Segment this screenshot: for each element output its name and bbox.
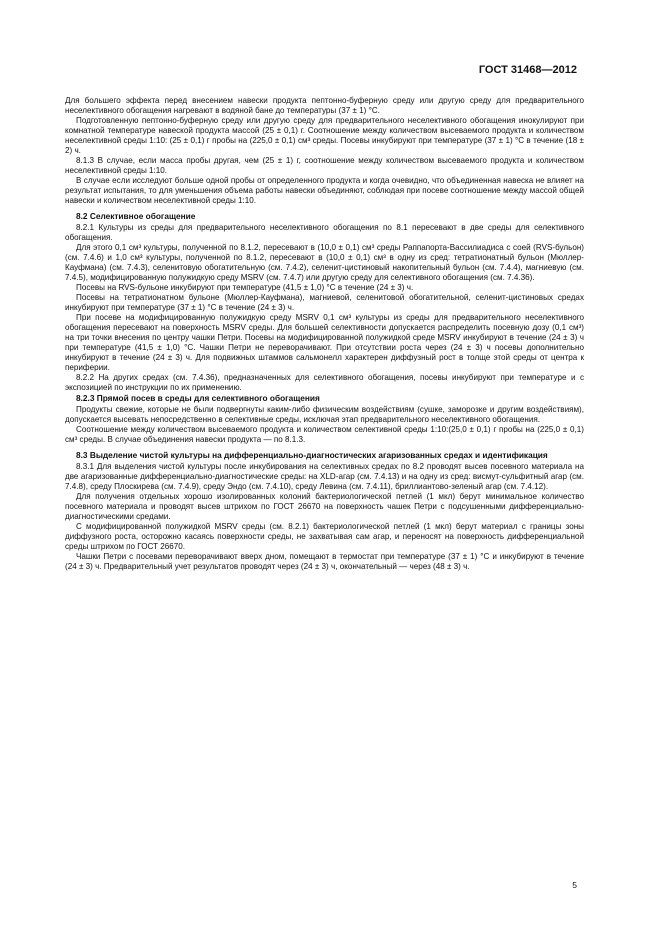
paragraph: Посевы на RVS-бульоне инкубируют при температуре (41,5 ± 1,0) °С в течение (24 ± 3) ч.	[76, 282, 414, 292]
page-number: 5	[572, 880, 577, 890]
paragraph: 8.2.1 Культуры из среды для предварительного неселективного обогащения по 8.1 пересевают в две среды для селективного обогащения.	[65, 222, 584, 242]
document-number: ГОСТ 31468—2012	[478, 64, 577, 76]
paragraph: С модифицированной полужидкой MSRV среды (см. 8.2.1) бактериологической петлей (1 мкл) берут материал с границы зоны диффузного роста, осторожно касаясь поверхности среды, не захватывая сам агар, и переносят на поверхность дифференциальной среды штрихом по ГОСТ 26670.	[65, 521, 584, 551]
paragraph: Соотношение между количеством высеваемого продукта и количеством селективной среды 1:10:(25,0 ± 0,1) г пробы на (225,0 ± 0,1) см³ среды. В случае объединения навески продукта — по 8.1.3.	[65, 425, 584, 445]
paragraph: Посевы на тетратионатном бульоне (Мюллер-Кауфмана), магниевой, селенитовой обогатительной, селенит-цистиновых средах инкубируют при температуре (37 ± 1) °С в течение (24 ± 3) ч.	[65, 292, 584, 312]
paragraph: Для этого 0,1 см³ культуры, полученной по 8.1.2, пересевают в (10,0 ± 0,1) см³ среды Раппапорта-Вассилиадиса с соей (RVS-бульон) (см. 7.4.6) и 1,0 см³ культуры, полученной по 8.1.2, пересевают в (10,0 ± 0,1) см³ в одну из сред: тетратионатный бульон (Мюллер-Кауфмана) (см. 7.4.3), селенитовую обогатительную (см. 7.4.2), селенит-цистиновый накопительный бульон (см. 7.4.4), магниевую (см. 7.4.5), модифицированную полужидкую среду MSRV (см. 7.4.7) или другую среду для селективного обогащения (см. 7.4.36).	[65, 242, 584, 282]
section-heading-8-3: 8.3 Выделение чистой культуры на дифференциально-диагностических агаризованных средах и идентификация	[76, 449, 548, 460]
paragraph: При посеве на модифицированную полужидкую среду MSRV 0,1 см³ культуры из среды для предварительного неселективного обогащения пересевают на поверхность MSRV среды. Для большей селективности допускается распределить посевную дозу (0,1 см³) на три точки внесения по центру чашки Петри. Посевы на модифицированной полужидкой среде MSRV инкубируют в течение (24 ± 3) ч при температуре (41,5 ± 1,0) °С. Чашки Петри не переворачивают. При отсутствии роста через (24 ± 3) ч посевы дополнительно инкубируют в течение (24 ± 3) ч. Для подвижных штаммов сальмонелл характерен диффузный рост в толще этой среды от центра к периферии.	[65, 312, 584, 373]
paragraph: 8.2.2 На других средах (см. 7.4.36), предназначенных для селективного обогащения, посевы инкубируют при температуре и с экспозицией по инструкции по их применению.	[65, 373, 584, 393]
paragraph: 8.1.3 В случае, если масса пробы другая, чем (25 ± 1) г, соотношение между количеством высеваемого продукта и количеством неселективной среды 1:10.	[65, 156, 584, 176]
paragraph: В случае если исследуют больше одной пробы от определенного продукта и когда очевидно, что объединенная навеска не влияет на результат испытания, то для уменьшения объема работы навески объединяют, соблюдая при посеве соотношение между массой общей навески и количеством неселективной среды 1:10.	[65, 176, 584, 206]
section-heading-8-2: 8.2 Селективное обогащение	[76, 210, 196, 221]
section-heading-8-2-3: 8.2.3 Прямой посев в среды для селективного обогащения	[76, 393, 320, 404]
paragraph: Для большего эффекта перед внесением навески продукта пептонно-буферную среду или другую среду для предварительного неселективного обогащения нагревают в водяной бане до температуры (37 ± 1) °С.	[65, 96, 584, 116]
paragraph: Подготовленную пептонно-буферную среду или другую среду для предварительного неселективного обогащения инокулируют при комнатной температуре навеской продукта массой (25 ± 0,1) г. Соотношение между количеством высеваемого продукта и количеством неселективной среды 1:10: (25 ± 0,1) г пробы на (225,0 ± 0,1) см³ среды. Посевы инкубируют при температуре (37 ± 1) °С в течение (18 ± 2) ч.	[65, 116, 584, 156]
paragraph: Продукты свежие, которые не были подвергнуты каким-либо физическим воздействиям (сушке, заморозке и другим воздействиям), допускается высевать непосредственно в селективные среды, исключая этап предварительного неселективного обогащения.	[65, 405, 584, 425]
page-body	[65, 96, 584, 572]
paragraph: Для получения отдельных хорошо изолированных колоний бактериологической петлей (1 мкл) берут минимальное количество посевного материала и проводят высев штрихом по ГОСТ 26670 на поверхность чашек Петри с подсушенными дифференциально-диагностическими средами.	[65, 491, 584, 521]
paragraph: 8.3.1 Для выделения чистой культуры после инкубирования на селективных средах по 8.2 проводят высев посевного материала на две агаризованные дифференциально-диагностические среды: на XLD-агар (см. 7.4.13) и на одну из сред: висмут-сульфитный агар (см. 7.4.8), среду Плоскирева (см. 7.4.9), среду Эндо (см. 7.4.10), среду Левина (см. 7.4.11), бриллиантово-зеленый агар (см. 7.4.12).	[65, 461, 584, 491]
paragraph: Чашки Петри с посевами переворачивают вверх дном, помещают в термостат при температуре (37 ± 1) °С и инкубируют в течение (24 ± 3) ч. Предварительный учет результатов проводят через (24 ± 3) ч, окончательный — через (48 ± 3) ч.	[65, 551, 584, 571]
